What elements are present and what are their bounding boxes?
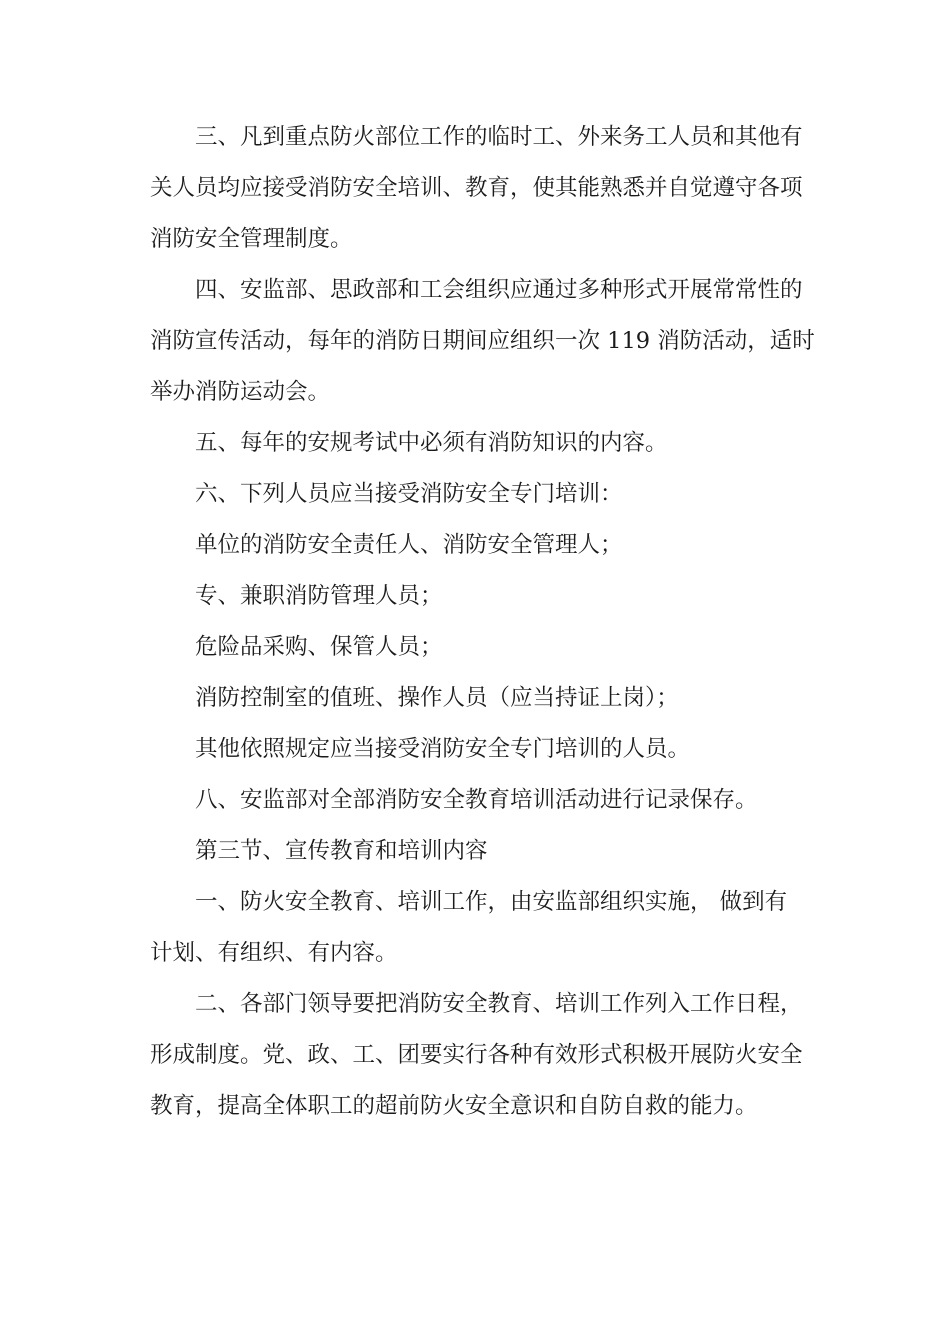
text-line: 第三节、宣传教育和培训内容 bbox=[195, 838, 488, 864]
paragraph-3 bbox=[150, 112, 802, 265]
text-line: 四、安监部、思政部和工会组织应通过多种形式开展常常性的 bbox=[195, 277, 803, 303]
list-item-control-room-staff bbox=[150, 673, 802, 724]
paragraph-5 bbox=[150, 418, 802, 469]
paragraph-4 bbox=[150, 265, 815, 418]
text-line: 三、凡到重点防火部位工作的临时工、外来务工人员和其他有 bbox=[195, 124, 803, 150]
text-line: 六、下列人员应当接受消防安全专门培训： bbox=[195, 481, 623, 507]
text-line: 举办消防运动会。 bbox=[150, 379, 331, 405]
text-line: 消防控制室的值班、操作人员（应当持证上岗）； bbox=[195, 685, 679, 711]
text-line: 消防宣传活动，每年的消防日期间应组织一次 119 消防活动，适时 bbox=[150, 328, 815, 354]
text-line: 一、防火安全教育、培训工作，由安监部组织实施， 做到有 bbox=[195, 889, 788, 915]
text-line: 计划、有组织、有内容。 bbox=[150, 940, 398, 966]
document-body bbox=[150, 112, 815, 1132]
list-item-fire-managers bbox=[150, 571, 802, 622]
paragraph-6 bbox=[150, 469, 802, 520]
paragraph-2 bbox=[150, 979, 802, 1132]
paragraph-1 bbox=[150, 877, 802, 979]
text-line: 八、安监部对全部消防安全教育培训活动进行记录保存。 bbox=[195, 787, 758, 813]
text-line: 专、兼职消防管理人员； bbox=[195, 583, 443, 609]
text-line: 教育，提高全体职工的超前防火安全意识和自防自救的能力。 bbox=[150, 1093, 758, 1119]
text-line: 单位的消防安全责任人、消防安全管理人； bbox=[195, 532, 623, 558]
text-line: 其他依照规定应当接受消防安全专门培训的人员。 bbox=[195, 736, 691, 762]
list-item-responsible-person bbox=[150, 520, 802, 571]
list-item-other-staff bbox=[150, 724, 802, 775]
section-heading bbox=[150, 826, 802, 877]
text-line: 二、各部门领导要把消防安全教育、培训工作列入工作日程， bbox=[195, 991, 803, 1017]
text-line: 消防安全管理制度。 bbox=[150, 226, 353, 252]
text-line: 关人员均应接受消防安全培训、教育，使其能熟悉并自觉遵守各项 bbox=[150, 175, 803, 201]
text-line: 五、每年的安规考试中必须有消防知识的内容。 bbox=[195, 430, 668, 456]
list-item-hazmat-staff bbox=[150, 622, 802, 673]
text-line: 危险品采购、保管人员； bbox=[195, 634, 443, 660]
text-line: 形成制度。党、政、工、团要实行各种有效形式积极开展防火安全 bbox=[150, 1042, 803, 1068]
paragraph-8 bbox=[150, 775, 802, 826]
